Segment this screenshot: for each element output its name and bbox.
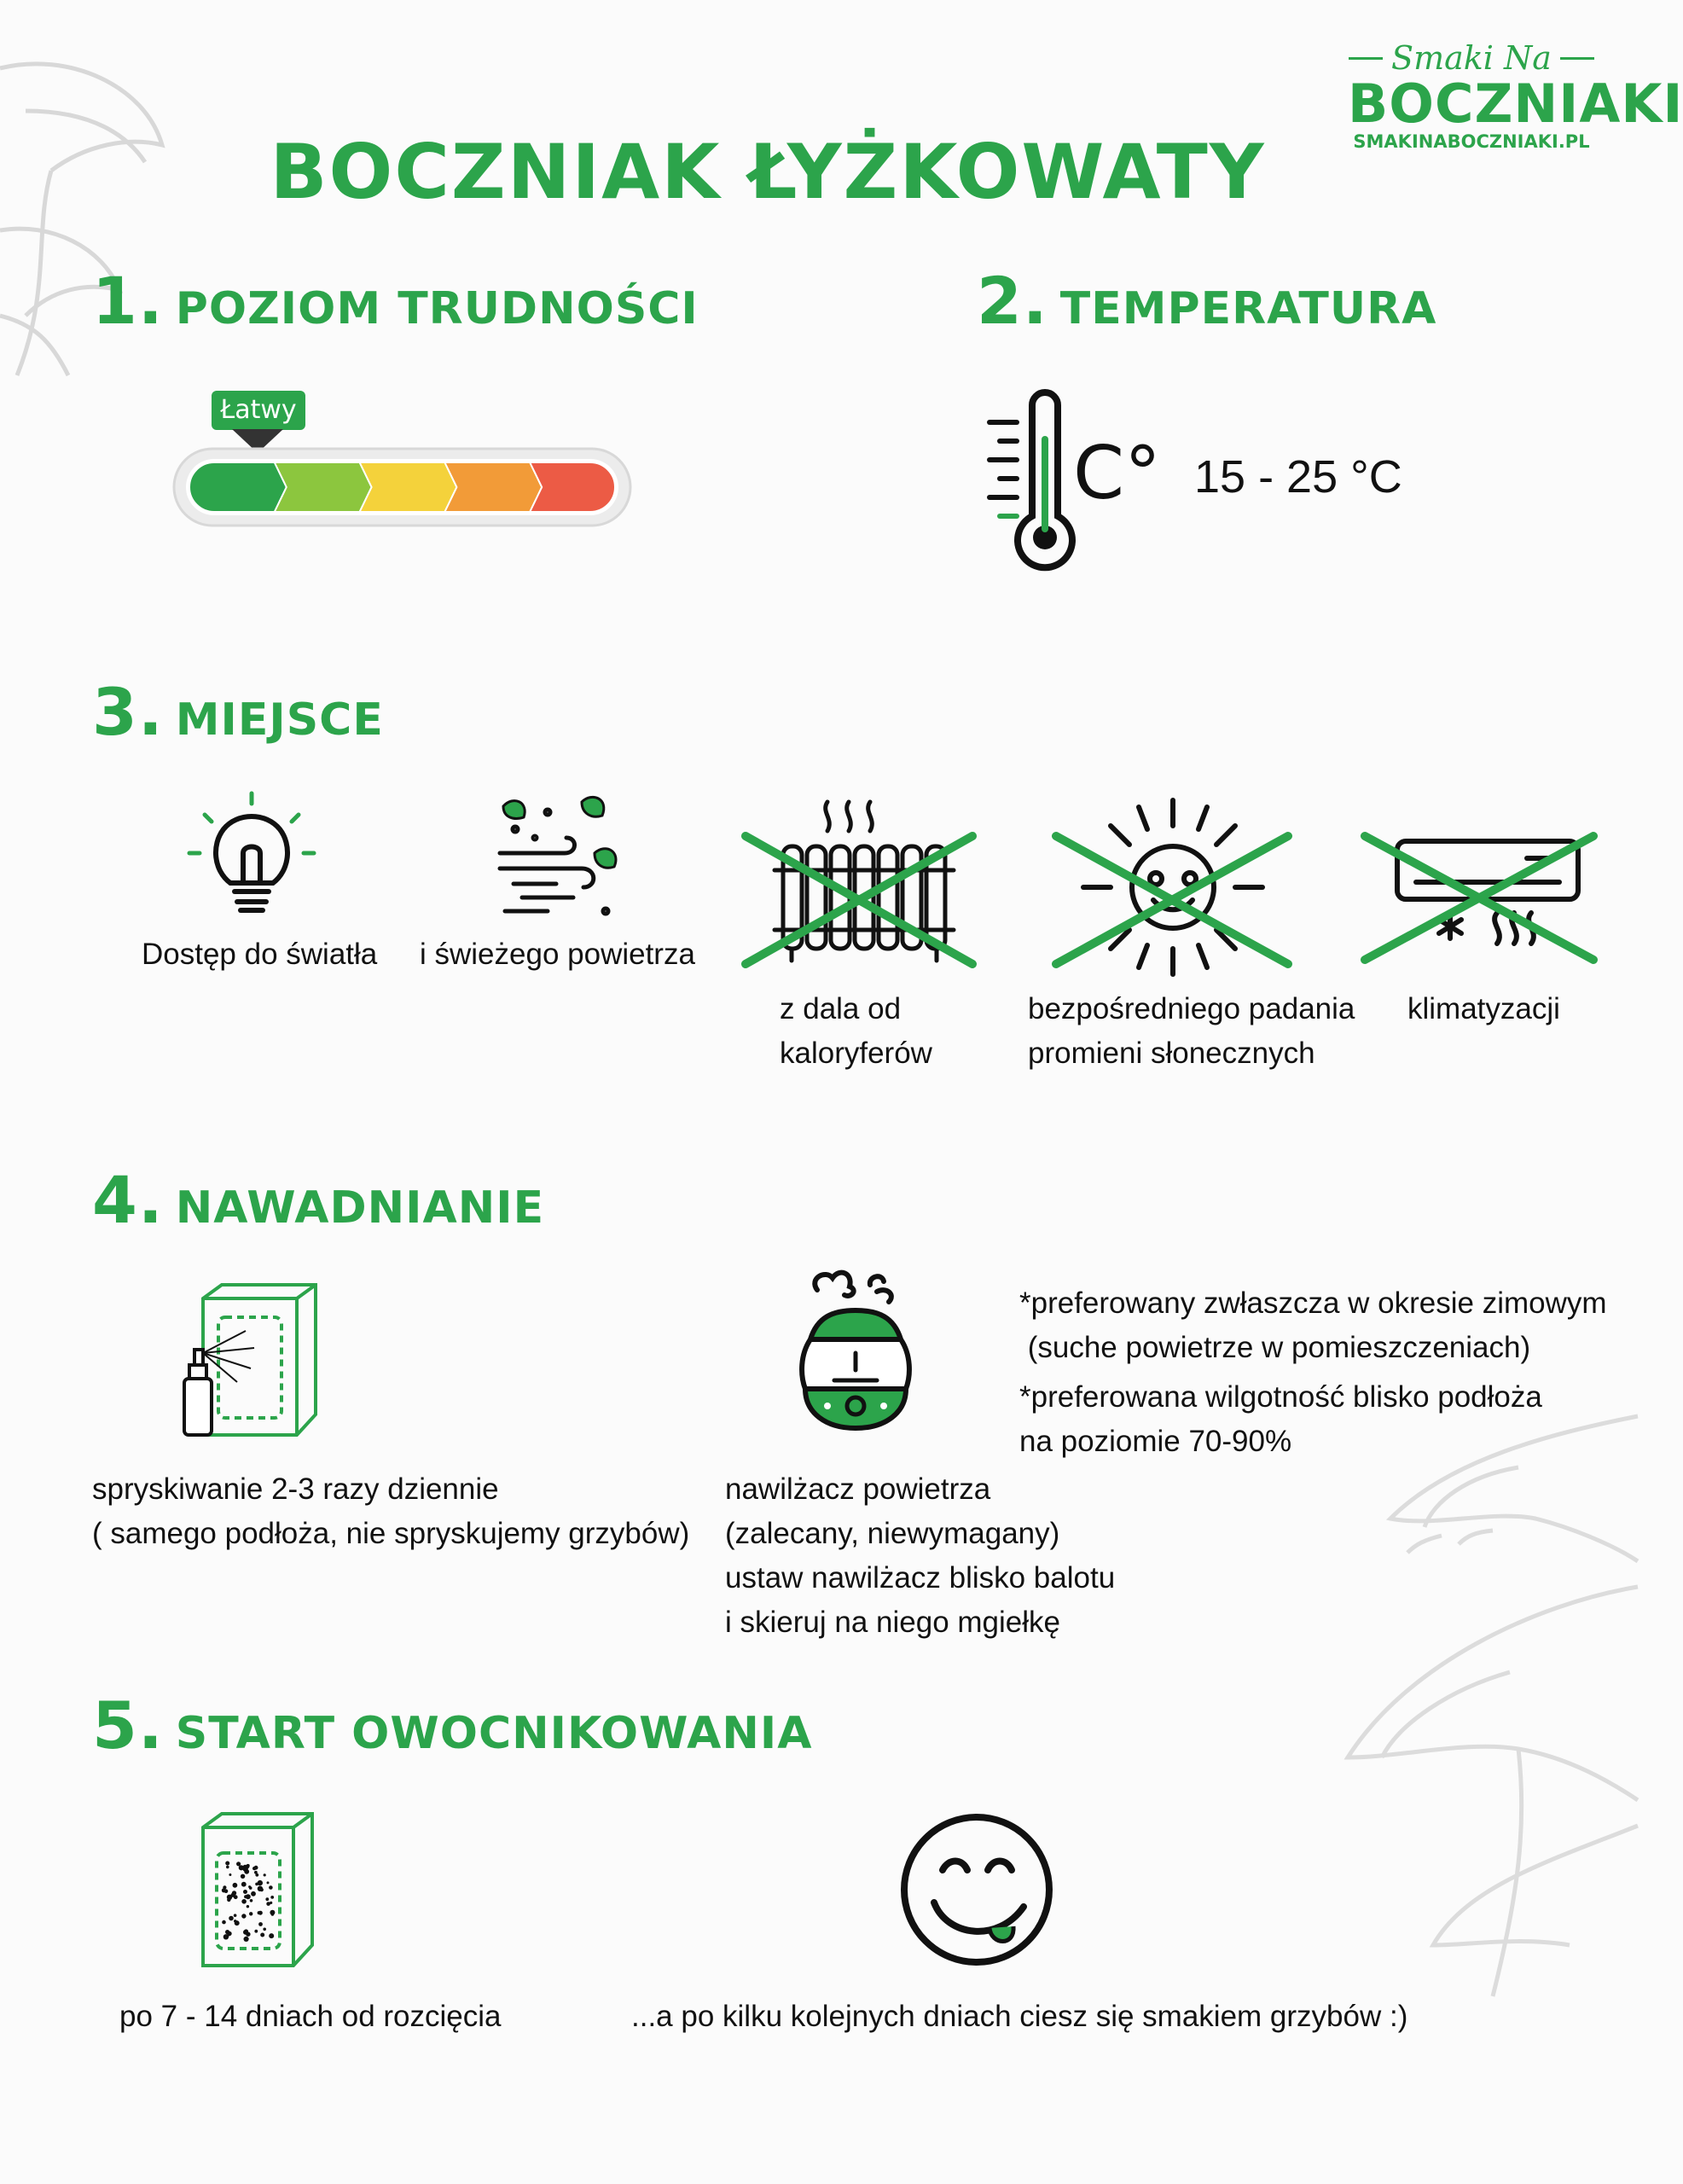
difficulty-badge-label: Łatwy [220, 395, 297, 425]
watering-note-line3: *preferowana wilgotność blisko podłoża [1019, 1380, 1542, 1414]
difficulty-segment [189, 462, 287, 512]
fruiting-caption-right: ...a po kilku kolejnych dniach ciesz się smakiem grzybów :) [631, 2000, 1408, 2033]
section-heading-watering [92, 1162, 544, 1238]
place-caption-radiator-line2: kaloryferów [780, 1037, 932, 1070]
section-title: NAWADNIANIE [175, 1182, 545, 1234]
section-number: 1. [92, 263, 164, 339]
difficulty-segment [360, 462, 457, 512]
place-caption-air: i świeżego powietrza [420, 938, 695, 971]
difficulty-scale [171, 444, 635, 533]
thermometer-icon [983, 388, 1081, 576]
section-number: 4. [92, 1162, 164, 1238]
section-number: 3. [92, 674, 164, 750]
page-title: BOCZNIAK ŁYŻKOWATY [270, 128, 1266, 216]
difficulty-badge [212, 391, 305, 430]
humidifier-icon [792, 1261, 920, 1440]
section-title: MIEJSCE [175, 694, 384, 746]
brand-url: SMAKINABOCZNIAKI.PL [1353, 131, 1590, 152]
radiator-icon [742, 793, 981, 973]
watering-note-line1: *preferowany zwłaszcza w okresie zimowym [1019, 1287, 1607, 1320]
fresh-air-icon [496, 793, 624, 921]
place-caption-ac: klimatyzacji [1407, 992, 1560, 1025]
air-conditioner-icon [1356, 819, 1604, 973]
section-title: START OWOCNIKOWANIA [175, 1708, 813, 1759]
watering-humidifier-line3: ustaw nawilżacz blisko balotu [725, 1561, 1116, 1594]
light-bulb-icon [188, 793, 316, 921]
watering-humidifier-line1: nawilżacz powietrza [725, 1472, 991, 1506]
difficulty-segment [444, 462, 542, 512]
watering-humidifier-line4: i skieruj na niego mgiełkę [725, 1606, 1060, 1639]
section-heading-fruiting [92, 1687, 813, 1763]
watering-spray-line1: spryskiwanie 2-3 razy dziennie [92, 1472, 499, 1506]
section-heading-temperature [977, 263, 1436, 339]
section-number: 5. [92, 1687, 164, 1763]
spray-bottle-box-icon [177, 1280, 322, 1442]
brand-line2: BOCZNIAKI [1348, 73, 1683, 135]
temperature-unit-symbol: C° [1073, 431, 1162, 516]
place-caption-sun-line1: bezpośredniego padania [1028, 992, 1355, 1025]
place-caption-radiator-line1: z dala od [780, 992, 902, 1025]
section-title: POZIOM TRUDNOŚCI [175, 283, 699, 334]
smiley-tongue-icon [896, 1809, 1058, 1971]
section-heading-place [92, 674, 384, 750]
watering-humidifier-line2: (zalecany, niewymagany) [725, 1517, 1060, 1550]
difficulty-segment [275, 462, 372, 512]
section-heading-difficulty [92, 263, 699, 339]
fruiting-caption-left: po 7 - 14 dniach od rozcięcia [119, 2000, 502, 2033]
place-caption-light: Dostęp do światła [142, 938, 378, 971]
section-number: 2. [977, 263, 1048, 339]
section-title: TEMPERATURA [1059, 283, 1437, 334]
watering-note-line4: na poziomie 70-90% [1019, 1425, 1292, 1458]
watering-spray-line2: ( samego podłoża, nie spryskujemy grzybów) [92, 1517, 690, 1550]
watering-note-line2: (suche powietrze w pomieszczeniach) [1019, 1331, 1531, 1364]
mushroom-sketch-bottom-right [1211, 1382, 1638, 1996]
substrate-box-icon [198, 1809, 317, 1971]
place-caption-sun-line2: promieni słonecznych [1028, 1037, 1315, 1070]
sun-icon [1049, 793, 1297, 981]
temperature-range: 15 - 25 °C [1194, 451, 1402, 502]
brand-line1: Smaki Na [1391, 39, 1552, 77]
difficulty-segment [530, 462, 615, 512]
